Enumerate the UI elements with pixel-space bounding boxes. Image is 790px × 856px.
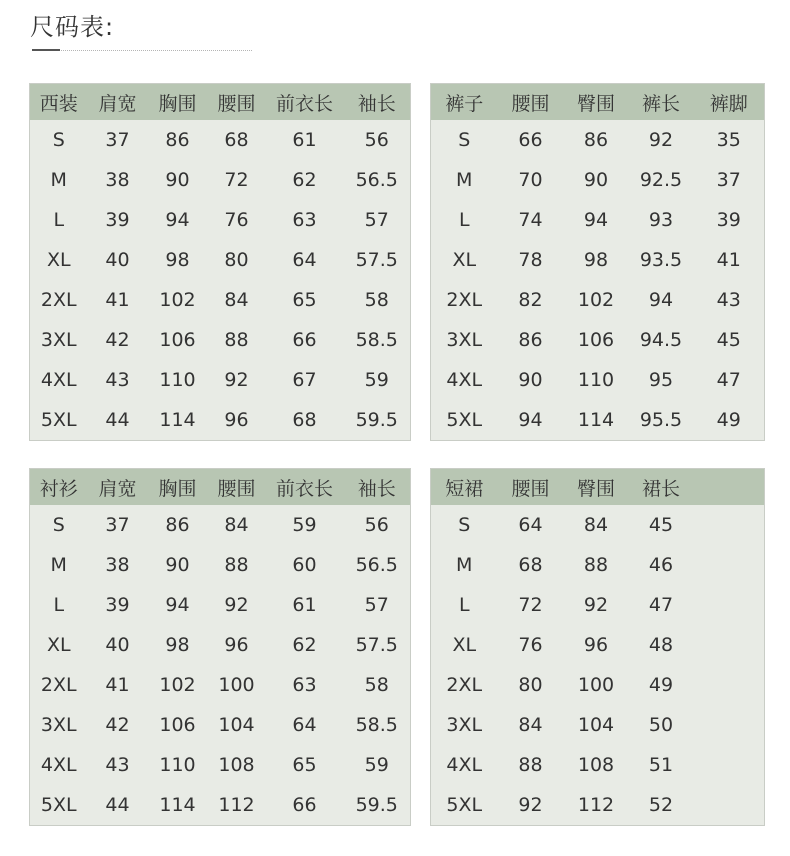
size-label-cell: 5XL xyxy=(40,794,77,816)
column-header: 肩宽 xyxy=(88,84,148,121)
measurement-cell: 43 xyxy=(105,369,130,391)
measurement-cell: 76 xyxy=(518,634,543,656)
measurement-cell: 67 xyxy=(292,369,317,391)
size-label-cell: S xyxy=(458,129,471,151)
measurement-cell: 68 xyxy=(292,409,317,431)
table-row xyxy=(30,280,411,320)
measurement-cell xyxy=(694,585,765,625)
size-label-cell: 4XL xyxy=(446,369,483,391)
measurement-cell: 62 xyxy=(292,169,317,191)
measurement-cell: 95.5 xyxy=(639,409,683,431)
measurement-cell: 92.5 xyxy=(639,169,683,191)
header-row xyxy=(30,469,411,506)
table-row xyxy=(30,505,411,545)
measurement-cell: 64 xyxy=(292,714,317,736)
measurement-cell: 96 xyxy=(583,634,609,656)
column-header: 裙长 xyxy=(629,469,694,506)
measurement-cell: 59 xyxy=(364,754,389,776)
table-row xyxy=(30,705,411,745)
table-row xyxy=(431,160,765,200)
size-label-cell: M xyxy=(456,169,473,191)
measurement-cell: 94 xyxy=(165,594,190,616)
measurement-cell: 49 xyxy=(648,674,674,696)
measurement-cell: 41 xyxy=(105,674,130,696)
measurement-cell: 94 xyxy=(518,409,543,431)
measurement-cell: 58 xyxy=(364,674,389,696)
measurement-cell: 56 xyxy=(364,514,389,536)
measurement-cell: 64 xyxy=(292,249,317,271)
table-row xyxy=(431,625,765,665)
table-row xyxy=(431,785,765,826)
measurement-cell: 93.5 xyxy=(639,249,683,271)
measurement-cell: 112 xyxy=(218,794,255,816)
measurement-cell: 98 xyxy=(165,634,190,656)
table-row xyxy=(431,545,765,585)
measurement-cell: 80 xyxy=(224,249,249,271)
measurement-cell: 94 xyxy=(165,209,190,231)
measurement-cell: 114 xyxy=(159,794,196,816)
table-row xyxy=(30,745,411,785)
measurement-cell: 45 xyxy=(648,514,674,536)
table-row xyxy=(30,785,411,826)
measurement-cell: 66 xyxy=(518,129,543,151)
table-row xyxy=(30,160,411,200)
measurement-cell: 106 xyxy=(577,329,615,351)
table-row xyxy=(30,360,411,400)
measurement-cell: 35 xyxy=(716,129,741,151)
measurement-cell: 92 xyxy=(583,594,609,616)
size-label-cell: XL xyxy=(46,634,71,656)
size-label-cell: 4XL xyxy=(40,369,77,391)
measurement-cell: 38 xyxy=(105,554,130,576)
measurement-cell: 110 xyxy=(577,369,615,391)
measurement-cell: 88 xyxy=(583,554,609,576)
measurement-cell: 108 xyxy=(218,754,255,776)
measurement-cell: 95 xyxy=(648,369,674,391)
measurement-cell: 96 xyxy=(224,409,249,431)
size-label-cell: 2XL xyxy=(40,674,77,696)
shirt-size-table xyxy=(29,468,411,826)
measurement-cell xyxy=(694,665,765,705)
column-header: 裤长 xyxy=(629,84,694,121)
column-header: 胸围 xyxy=(148,469,208,506)
size-label-cell: 3XL xyxy=(446,329,483,351)
measurement-cell: 98 xyxy=(583,249,609,271)
size-label-cell: XL xyxy=(452,634,477,656)
measurement-cell: 94.5 xyxy=(639,329,683,351)
measurement-cell: 100 xyxy=(218,674,255,696)
table-row xyxy=(30,585,411,625)
table-row xyxy=(431,665,765,705)
measurement-cell: 102 xyxy=(159,674,196,696)
column-header: 肩宽 xyxy=(88,469,148,506)
table-row xyxy=(30,120,411,160)
table-row xyxy=(431,585,765,625)
measurement-cell: 84 xyxy=(224,289,249,311)
measurement-cell: 106 xyxy=(159,329,196,351)
table-row xyxy=(431,240,765,280)
measurement-cell: 100 xyxy=(577,674,615,696)
size-label-cell: L xyxy=(458,594,470,616)
measurement-cell: 47 xyxy=(648,594,674,616)
size-label-cell: 3XL xyxy=(446,714,483,736)
column-header: 臀围 xyxy=(564,84,629,121)
size-label-cell: 5XL xyxy=(446,794,483,816)
measurement-cell: 58.5 xyxy=(355,714,398,736)
column-header: 袖长 xyxy=(344,84,411,121)
table-row xyxy=(30,625,411,665)
table-row xyxy=(30,200,411,240)
measurement-cell: 86 xyxy=(165,514,190,536)
measurement-cell: 52 xyxy=(648,794,674,816)
measurement-cell: 60 xyxy=(292,554,317,576)
column-header: 袖长 xyxy=(344,469,411,506)
column-header: 胸围 xyxy=(148,84,208,121)
size-label-cell: 2XL xyxy=(446,674,483,696)
measurement-cell: 106 xyxy=(159,714,196,736)
measurement-cell: 90 xyxy=(583,169,609,191)
title-divider-accent xyxy=(32,49,60,51)
measurement-cell: 57 xyxy=(364,594,389,616)
measurement-cell: 84 xyxy=(518,714,543,736)
table-row xyxy=(431,400,765,441)
measurement-cell: 59.5 xyxy=(355,794,398,816)
measurement-cell: 61 xyxy=(292,594,317,616)
measurement-cell: 40 xyxy=(105,634,130,656)
measurement-cell: 58.5 xyxy=(355,329,398,351)
size-label-cell: 3XL xyxy=(40,329,77,351)
measurement-cell: 37 xyxy=(105,514,130,536)
header-row xyxy=(30,84,411,121)
header-row xyxy=(431,469,765,506)
measurement-cell: 70 xyxy=(518,169,543,191)
measurement-cell: 94 xyxy=(648,289,674,311)
measurement-cell: 59 xyxy=(364,369,389,391)
measurement-cell: 82 xyxy=(518,289,543,311)
column-header: 衬衫 xyxy=(30,469,88,506)
column-header: 腰围 xyxy=(498,84,564,121)
measurement-cell: 43 xyxy=(716,289,741,311)
measurement-cell: 98 xyxy=(165,249,190,271)
measurement-cell: 44 xyxy=(105,409,130,431)
measurement-cell: 93 xyxy=(648,209,674,231)
measurement-cell: 104 xyxy=(577,714,615,736)
size-label-cell: L xyxy=(53,209,65,231)
title-divider xyxy=(32,50,252,51)
measurement-cell: 65 xyxy=(292,754,317,776)
measurement-cell: 86 xyxy=(583,129,609,151)
measurement-cell: 56.5 xyxy=(355,554,398,576)
table-row xyxy=(30,400,411,441)
table-row xyxy=(431,120,765,160)
measurement-cell: 112 xyxy=(577,794,615,816)
measurement-cell: 92 xyxy=(518,794,543,816)
measurement-cell: 92 xyxy=(648,129,674,151)
measurement-cell: 80 xyxy=(518,674,543,696)
column-header: 裤脚 xyxy=(694,84,765,121)
measurement-cell xyxy=(694,505,765,545)
measurement-cell: 39 xyxy=(105,209,130,231)
table-row xyxy=(30,320,411,360)
table-row xyxy=(30,545,411,585)
measurement-cell: 90 xyxy=(165,169,190,191)
measurement-cell: 72 xyxy=(224,169,249,191)
measurement-cell: 42 xyxy=(105,329,130,351)
column-header: 腰围 xyxy=(208,84,266,121)
measurement-cell: 57 xyxy=(364,209,389,231)
measurement-cell: 57.5 xyxy=(355,249,398,271)
size-label-cell: XL xyxy=(452,249,477,271)
measurement-cell: 44 xyxy=(105,794,130,816)
column-header: 裤子 xyxy=(431,84,498,121)
measurement-cell: 108 xyxy=(577,754,615,776)
pants-size-table xyxy=(430,83,765,441)
size-label-cell: S xyxy=(458,514,471,536)
measurement-cell: 43 xyxy=(105,754,130,776)
size-label-cell: 3XL xyxy=(40,714,77,736)
measurement-cell: 86 xyxy=(518,329,543,351)
measurement-cell: 110 xyxy=(159,369,196,391)
measurement-cell: 66 xyxy=(292,794,317,816)
measurement-cell: 38 xyxy=(105,169,130,191)
measurement-cell: 41 xyxy=(716,249,741,271)
measurement-cell: 72 xyxy=(518,594,543,616)
measurement-cell: 84 xyxy=(224,514,249,536)
measurement-cell: 86 xyxy=(165,129,190,151)
measurement-cell xyxy=(694,705,765,745)
measurement-cell xyxy=(694,785,765,826)
measurement-cell: 58 xyxy=(364,289,389,311)
size-label-cell: L xyxy=(458,209,470,231)
measurement-cell: 37 xyxy=(105,129,130,151)
measurement-cell: 92 xyxy=(224,594,249,616)
size-label-cell: XL xyxy=(46,249,71,271)
measurement-cell: 59.5 xyxy=(355,409,398,431)
measurement-cell: 57.5 xyxy=(355,634,398,656)
measurement-cell: 62 xyxy=(292,634,317,656)
size-label-cell: 2XL xyxy=(40,289,77,311)
measurement-cell: 39 xyxy=(105,594,130,616)
measurement-cell: 88 xyxy=(224,554,249,576)
measurement-cell: 66 xyxy=(292,329,317,351)
measurement-cell: 46 xyxy=(648,554,674,576)
measurement-cell: 40 xyxy=(105,249,130,271)
table-row xyxy=(30,665,411,705)
measurement-cell: 88 xyxy=(518,754,543,776)
measurement-cell: 39 xyxy=(716,209,741,231)
size-label-cell: 5XL xyxy=(446,409,483,431)
measurement-cell: 76 xyxy=(224,209,249,231)
size-label-cell: 4XL xyxy=(446,754,483,776)
suit-size-table xyxy=(29,83,411,441)
measurement-cell: 90 xyxy=(165,554,190,576)
measurement-cell: 110 xyxy=(159,754,196,776)
measurement-cell: 92 xyxy=(224,369,249,391)
measurement-cell: 47 xyxy=(716,369,741,391)
measurement-cell: 104 xyxy=(218,714,255,736)
measurement-cell: 56 xyxy=(364,129,389,151)
measurement-cell: 88 xyxy=(224,329,249,351)
measurement-cell: 61 xyxy=(292,129,317,151)
column-header: 前衣长 xyxy=(266,84,344,121)
measurement-cell: 96 xyxy=(224,634,249,656)
measurement-cell: 84 xyxy=(583,514,609,536)
table-row xyxy=(431,280,765,320)
size-label-cell: S xyxy=(52,129,65,151)
size-label-cell: M xyxy=(50,554,67,576)
size-label-cell: 5XL xyxy=(40,409,77,431)
table-row xyxy=(431,200,765,240)
measurement-cell: 37 xyxy=(716,169,741,191)
table-row xyxy=(431,745,765,785)
measurement-cell xyxy=(694,545,765,585)
table-row xyxy=(431,320,765,360)
measurement-cell: 94 xyxy=(583,209,609,231)
size-label-cell: S xyxy=(52,514,65,536)
size-label-cell: 4XL xyxy=(40,754,77,776)
size-label-cell: M xyxy=(50,169,67,191)
column-header: 西装 xyxy=(30,84,88,121)
measurement-cell: 49 xyxy=(716,409,741,431)
size-label-cell: M xyxy=(456,554,473,576)
measurement-cell: 78 xyxy=(518,249,543,271)
column-header: 前衣长 xyxy=(266,469,344,506)
measurement-cell xyxy=(694,625,765,665)
table-row xyxy=(30,240,411,280)
size-label-cell: L xyxy=(53,594,65,616)
table-row xyxy=(431,705,765,745)
measurement-cell: 45 xyxy=(716,329,741,351)
column-header: 短裙 xyxy=(431,469,498,506)
measurement-cell: 90 xyxy=(518,369,543,391)
measurement-cell: 74 xyxy=(518,209,543,231)
header-row xyxy=(431,84,765,121)
measurement-cell: 65 xyxy=(292,289,317,311)
column-header xyxy=(694,469,765,506)
skirt-size-table xyxy=(430,468,765,826)
measurement-cell: 102 xyxy=(159,289,196,311)
measurement-cell: 68 xyxy=(518,554,543,576)
measurement-cell: 68 xyxy=(224,129,249,151)
size-label-cell: 2XL xyxy=(446,289,483,311)
measurement-cell xyxy=(694,745,765,785)
column-header: 臀围 xyxy=(564,469,629,506)
page-title: 尺码表: xyxy=(30,13,115,41)
measurement-cell: 59 xyxy=(292,514,317,536)
measurement-cell: 50 xyxy=(648,714,674,736)
column-header: 腰围 xyxy=(208,469,266,506)
measurement-cell: 114 xyxy=(577,409,615,431)
measurement-cell: 48 xyxy=(648,634,674,656)
measurement-cell: 102 xyxy=(577,289,615,311)
column-header: 腰围 xyxy=(498,469,564,506)
measurement-cell: 41 xyxy=(105,289,130,311)
measurement-cell: 42 xyxy=(105,714,130,736)
table-row xyxy=(431,360,765,400)
measurement-cell: 63 xyxy=(292,209,317,231)
measurement-cell: 63 xyxy=(292,674,317,696)
measurement-cell: 114 xyxy=(159,409,196,431)
table-row xyxy=(431,505,765,545)
measurement-cell: 56.5 xyxy=(355,169,398,191)
measurement-cell: 64 xyxy=(518,514,543,536)
measurement-cell: 51 xyxy=(648,754,674,776)
